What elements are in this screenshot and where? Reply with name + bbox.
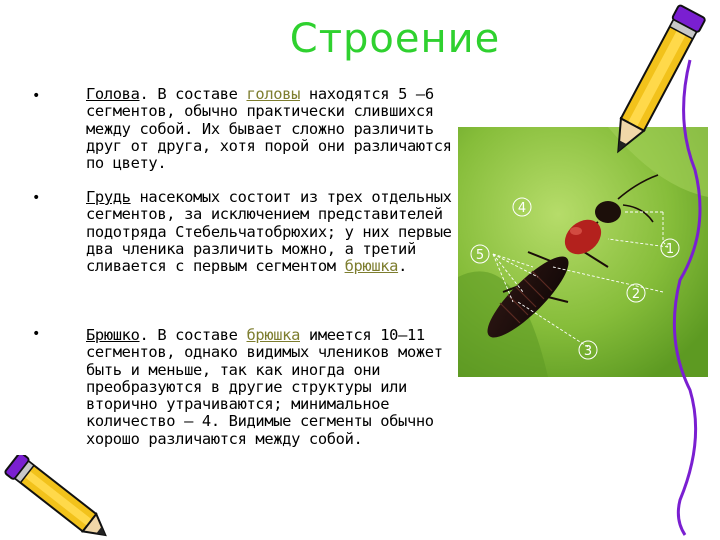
paragraph-thorax: [86, 189, 458, 275]
term-heading: Голова: [86, 85, 140, 103]
term-heading: Грудь: [86, 188, 131, 206]
pencil-icon: [595, 0, 720, 540]
paragraph-abdomen: [86, 327, 458, 448]
body-text: насекомых состоит из трех отдельных сегментов, за исключением представителей подотряда Стебельчатобрюхих; у них первые два членика различить можно, а третий сливается с первым сегментом: [86, 188, 452, 276]
pencil-icon: [0, 455, 110, 540]
body-text: .: [398, 257, 407, 276]
body-text: . В составе: [139, 326, 247, 344]
body-text: имеется 10–11 сегментов, однако видимых члеников может быть и меньше, так как иногда они преобразуются в другие структуры или вторично утрачиваются; минимальное количество – 4. Видимые сегменты обычно хорошо различаются между собой.: [86, 326, 443, 448]
term-link[interactable]: головы: [246, 85, 300, 103]
term-link[interactable]: брюшка: [344, 257, 399, 276]
photo-label: 5: [475, 248, 485, 263]
bullet-marker: •: [32, 88, 41, 104]
term-heading: Брюшко: [86, 326, 140, 344]
body-text: . В составе: [139, 85, 247, 103]
term-link[interactable]: брюшка: [246, 326, 300, 344]
photo-label: 4: [517, 201, 527, 216]
slide-title: Строение: [289, 16, 501, 62]
photo-label: 3: [583, 344, 593, 359]
bullet-marker: •: [32, 326, 41, 342]
paragraph-head: [86, 86, 458, 172]
photo-label: 2: [631, 287, 641, 302]
bullet-marker: •: [32, 190, 41, 206]
body-text: находятся 5 –6 сегментов, обычно практически слившихся между собой. Их бывает сложно различить друг от друга, хотя порой они различаются по цвету.: [86, 85, 452, 173]
photo-label: 1: [665, 242, 675, 257]
